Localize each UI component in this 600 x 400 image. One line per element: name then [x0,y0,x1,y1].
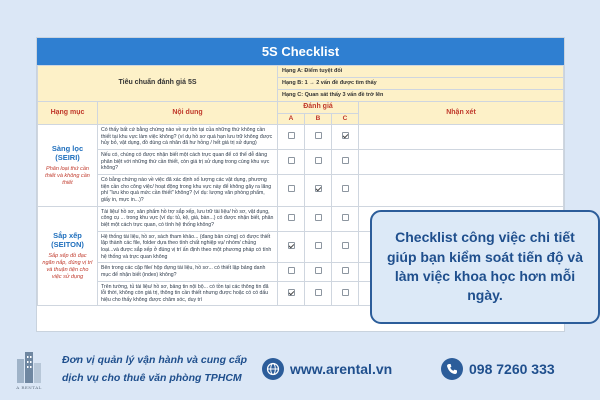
grade-a: Hạng A: Điểm tuyệt đối [278,66,564,78]
notes-cell[interactable] [359,174,564,206]
standard-label: Tiêu chuẩn đánh giá 5S [38,66,278,102]
grade-c-cell [332,174,359,206]
header-rating: Đánh giá [278,102,359,114]
notes-cell[interactable] [359,150,564,175]
grade-c-cell [332,281,359,306]
table-row [38,125,564,150]
grade-a-checkbox[interactable] [288,242,295,249]
description-line-2: dịch vụ cho thuê văn phòng TPHCM [62,372,242,385]
callout-text: Checklist công việc chi tiết giúp bạn kiểm soát tiến độ và làm việc khoa học hơn mỗi ngày. [386,229,584,304]
description-line-1: Đơn vị quản lý vận hành và cung cấp [62,354,248,366]
website-contact[interactable] [262,358,392,380]
grade-a-cell [278,206,305,231]
grade-a-checkbox[interactable] [288,289,295,296]
grade-a-cell [278,150,305,175]
criterion-text: Trên tường, tủ tài liệu/ hồ sơ, bảng tin nội bộ... có tồn tại các thông tin đã lỗi thời, không còn giá trị, thông tin cần thiết nhưng được hoặc có có dấu hiệu cho thấy không được chăm sóc, duy trì [98,281,278,306]
grade-a-checkbox[interactable] [288,157,295,164]
grade-a-checkbox[interactable] [288,185,295,192]
globe-icon [262,358,284,380]
grade-c-checkbox[interactable] [342,214,349,221]
grade-c-checkbox[interactable] [342,185,349,192]
criterion-text: Tài liệu/ hồ sơ, sản phẩm hồ trợ sắp xếp, lưu trữ tài liệu/ hồ sơ, vật dụng, công cụ ... trong khu vực (ví dụ: tủ, kệ, giá, bàn...) có được nhận biết, phân biệt một cách trực quan, có tính hệ thống không? [98,206,278,231]
grade-a-checkbox[interactable] [288,132,295,139]
checklist-title: 5S Checklist [37,38,564,65]
grade-b-cell [305,263,332,281]
grade-b-cell [305,125,332,150]
category-cell [38,206,98,306]
grade-c-checkbox[interactable] [342,289,349,296]
grade-a-cell [278,125,305,150]
grade-a-cell [278,231,305,263]
grade-b: Hạng B: 1 → 2 vấn đề được tìm thấy [278,78,564,90]
category-cell [38,125,98,207]
grade-b-checkbox[interactable] [315,132,322,139]
category-name: Sắp xếp (SEITON) [51,230,84,250]
grade-c-checkbox[interactable] [342,267,349,274]
callout-box [370,210,600,324]
grade-a-cell [278,263,305,281]
building-logo-icon [12,349,46,393]
grade-c-cell [332,263,359,281]
website-link[interactable]: www.arental.vn [290,361,393,377]
header-content: Nội dung [98,102,278,125]
grade-b-checkbox[interactable] [315,185,322,192]
header-category: Hạng mục [38,102,98,125]
grade-b-checkbox[interactable] [315,214,322,221]
grade-c-checkbox[interactable] [342,132,349,139]
grade-c-cell [332,231,359,263]
grade-b-cell [305,174,332,206]
table-row [38,150,564,175]
grade-b-checkbox[interactable] [315,267,322,274]
grade-a-checkbox[interactable] [288,267,295,274]
category-description: Phân loại thứ cần thiết và không cần thiết [45,165,90,186]
header-grade-b: B [305,114,332,125]
header-notes: Nhận xét [359,102,564,125]
category-description: Sắp xếp đồ đạc ngăn nắp, đúng vị trí và thuận tiện cho việc sử dụng [42,253,93,281]
criterion-text: Bên trong các cặp file/ hộp đựng tài liệu, hồ sơ... có thiết lập bảng danh mục để nhận biết (index) không? [98,263,278,281]
category-name: Sàng lọc (SEIRI) [51,143,84,163]
phone-contact[interactable] [441,358,555,380]
grade-b-checkbox[interactable] [315,157,322,164]
grade-a-cell [278,281,305,306]
grade-c-cell [332,206,359,231]
grade-c-cell [332,125,359,150]
criterion-text: Hệ thống tài liệu, hồ sơ, sách tham khảo... (đang bản cứng) có được thiết lập thành các file, folder dựa theo tính chất nghiệp vụ/ nhóm/ chủng loại...và được sắp xếp ở đúng vị trí ấn định theo một phương pháp có tính hệ thống và trực quan không [98,231,278,263]
grade-b-checkbox[interactable] [315,289,322,296]
grade-b-checkbox[interactable] [315,242,322,249]
grade-b-cell [305,150,332,175]
grade-b-cell [305,281,332,306]
grade-a-checkbox[interactable] [288,214,295,221]
grade-c-cell [332,150,359,175]
header-grade-a: A [278,114,305,125]
grade-a-cell [278,174,305,206]
logo-text: A RENTAL [16,385,42,390]
criterion-text: Nếu có, chúng có được nhận biết một cách trực quan để có thể dễ dàng phân biệt với những thứ cần thiết, còn giá trị sử dụng trong cùng khu vực không? [98,150,278,175]
phone-number[interactable]: 098 7260 333 [469,361,555,377]
grade-c-checkbox[interactable] [342,242,349,249]
phone-icon [441,358,463,380]
header-grade-c: C [332,114,359,125]
notes-cell[interactable] [359,125,564,150]
footer [0,340,600,400]
criterion-text: Có bằng chứng nào về việc đã xác định số lượng các vật dụng, phương tiện cần cho công việc/ hoạt động trong khu vực này để không gây ra lãng phí "lưu kho quá mức cần thiết" không? (ví dụ: lượng văn phòng phẩm, giấy in, mực in...)? [98,174,278,206]
grade-b-cell [305,206,332,231]
grade-b-cell [305,231,332,263]
grade-c-checkbox[interactable] [342,157,349,164]
table-row [38,174,564,206]
company-description [62,351,262,388]
criterion-text: Có thấy bất cứ bằng chứng nào về sự tồn tại của những thứ không cần thiết tại khu vực làm việc không? (ví dụ hồ sơ quá hạn lưu trữ không được hủy bỏ, vật dụng, đồ dùng cá nhân đã hư hỏng / hết giá trị sử dụng) [98,125,278,150]
grade-c: Hạng C: Quan sát thấy 3 vấn đề trở lên [278,90,564,102]
